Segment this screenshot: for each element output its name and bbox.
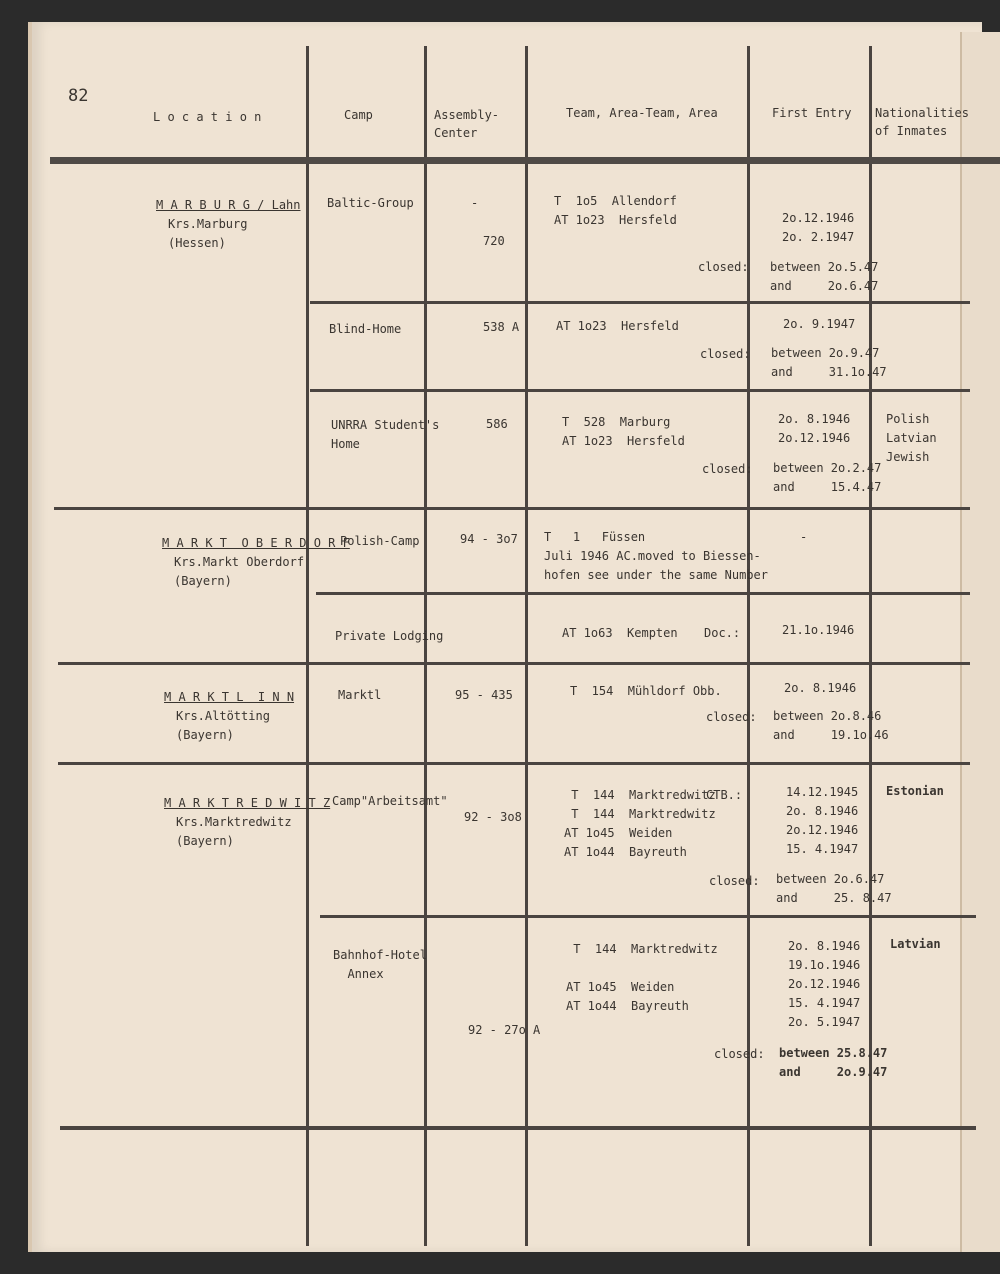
camp-name: Blind-Home — [329, 322, 402, 336]
closed-dates: between 2o.9.47 and 31.1o.47 — [771, 346, 887, 379]
location-name: M A R K T O B E R D O R F — [162, 536, 350, 550]
team-info: T 144 Marktredwitz T 144 Marktredwitz AT 1o45 Weiden AT 1o44 Bayreuth — [564, 788, 716, 859]
row-rule — [310, 301, 970, 304]
row-rule — [316, 592, 970, 595]
assembly-center: 92 - 3o8 — [464, 810, 522, 824]
first-entry-dates: 2o.12.1946 2o. 2.1947 — [782, 211, 855, 244]
column-divider-team — [747, 46, 750, 1246]
assembly-center: 720 — [483, 234, 505, 248]
first-entry-dates: 2o. 8.1946 — [784, 681, 857, 695]
closed-label: closed: — [714, 1047, 765, 1061]
doc-label: Doc.: — [704, 626, 741, 640]
header-rule — [50, 157, 1000, 164]
location-district: Krs.Altötting — [176, 709, 270, 723]
header-camp: Camp — [344, 108, 373, 122]
camp-name: Private Lodging — [335, 629, 444, 643]
team-info: T 144 Marktredwitz AT 1o45 Weiden AT 1o44 Bayreuth — [566, 942, 718, 1013]
team-info: T 1o5 Allendorf AT 1o23 Hersfeld — [554, 194, 677, 227]
camp-name: UNRRA Student's Home — [331, 418, 440, 451]
location-name: M A R B U R G / Lahn — [156, 198, 301, 212]
section-rule — [54, 507, 970, 510]
location-state: (Hessen) — [168, 236, 226, 250]
header-team: Team, Area-Team, Area — [566, 106, 718, 120]
first-entry-dates: 2o. 8.1946 2o.12.1946 — [778, 412, 851, 445]
row-rule — [310, 389, 970, 392]
closed-dates: between 25.8.47 and 2o.9.47 — [779, 1046, 888, 1079]
location-name: M A R K T R E D W I T Z — [164, 796, 331, 810]
assembly-center: 92 - 27o A — [468, 1023, 541, 1037]
assembly-dash: - — [471, 196, 479, 210]
first-entry-dates: 21.1o.1946 — [782, 623, 855, 637]
assembly-center: 94 - 3o7 — [460, 532, 518, 546]
team-info: T 528 Marburg AT 1o23 Hersfeld — [562, 415, 685, 448]
first-entry-dates: 2o. 8.1946 19.1o.1946 2o.12.1946 15. 4.1947 2o. 5.1947 — [788, 939, 861, 1029]
section-rule — [58, 662, 970, 665]
closed-label: closed: — [698, 260, 749, 274]
location-state: (Bayern) — [174, 574, 232, 588]
next-page-edge — [960, 32, 1000, 1252]
location-state: (Bayern) — [176, 834, 234, 848]
page-number: 82 — [68, 86, 89, 106]
first-entry-dates: - — [800, 530, 808, 544]
assembly-center: 586 — [486, 417, 508, 431]
team-info: AT 1o63 Kempten — [562, 626, 678, 640]
section-rule — [58, 762, 970, 765]
section-rule — [60, 1126, 976, 1130]
camp-name: Baltic-Group — [327, 196, 414, 210]
closed-label: closed: — [702, 462, 753, 476]
row-rule — [320, 915, 976, 918]
location-district: Krs.Markt Oberdorf — [174, 555, 305, 569]
location-district: Krs.Marktredwitz — [176, 815, 292, 829]
team-info: T 154 Mühldorf Obb. — [570, 684, 722, 698]
camp-name: Bahnhof-Hotel Annex — [333, 948, 427, 981]
column-divider-assembly — [525, 46, 528, 1246]
nationalities: Latvian — [890, 937, 941, 951]
header-first-entry: First Entry — [772, 106, 852, 120]
camp-name: Polish-Camp — [340, 534, 420, 548]
team-info: T 1 Füssen Juli 1946 AC.moved to Biessen- hofen see under the same Number — [544, 530, 768, 582]
camp-name: Marktl — [338, 688, 382, 702]
closed-label: closed: — [706, 710, 757, 724]
column-divider-camp — [424, 46, 427, 1246]
first-entry-dates: 14.12.1945 2o. 8.1946 2o.12.1946 15. 4.1947 — [786, 785, 859, 856]
assembly-center: 95 - 435 — [455, 688, 513, 702]
closed-dates: between 2o.6.47 and 25. 8.47 — [776, 872, 892, 905]
header-nationalities: Nationalities of Inmates — [875, 106, 969, 138]
location-district: Krs.Marburg — [168, 217, 248, 231]
header-location: L o c a t i o n — [153, 110, 262, 124]
closed-label: closed: — [709, 874, 760, 888]
location-state: (Bayern) — [176, 728, 234, 742]
ctb-label: CTB.: — [706, 788, 743, 802]
nationalities: Polish Latvian Jewish — [886, 412, 937, 464]
closed-dates: between 2o.8.46 and 19.1o.46 — [773, 709, 889, 742]
team-info: AT 1o23 Hersfeld — [556, 319, 679, 333]
closed-label: closed: — [700, 347, 751, 361]
closed-dates: between 2o.5.47 and 2o.6.47 — [770, 260, 879, 293]
header-assembly-center: Assembly- Center — [434, 108, 500, 140]
closed-dates: between 2o.2.47 and 15.4.47 — [773, 461, 882, 494]
column-divider-location — [306, 46, 309, 1246]
first-entry-dates: 2o. 9.1947 — [783, 317, 856, 331]
nationalities: Estonian — [886, 784, 944, 798]
camp-name: Camp"Arbeitsamt" — [332, 794, 448, 808]
assembly-center: 538 A — [483, 320, 520, 334]
location-name: M A R K T L I N N — [164, 690, 295, 704]
